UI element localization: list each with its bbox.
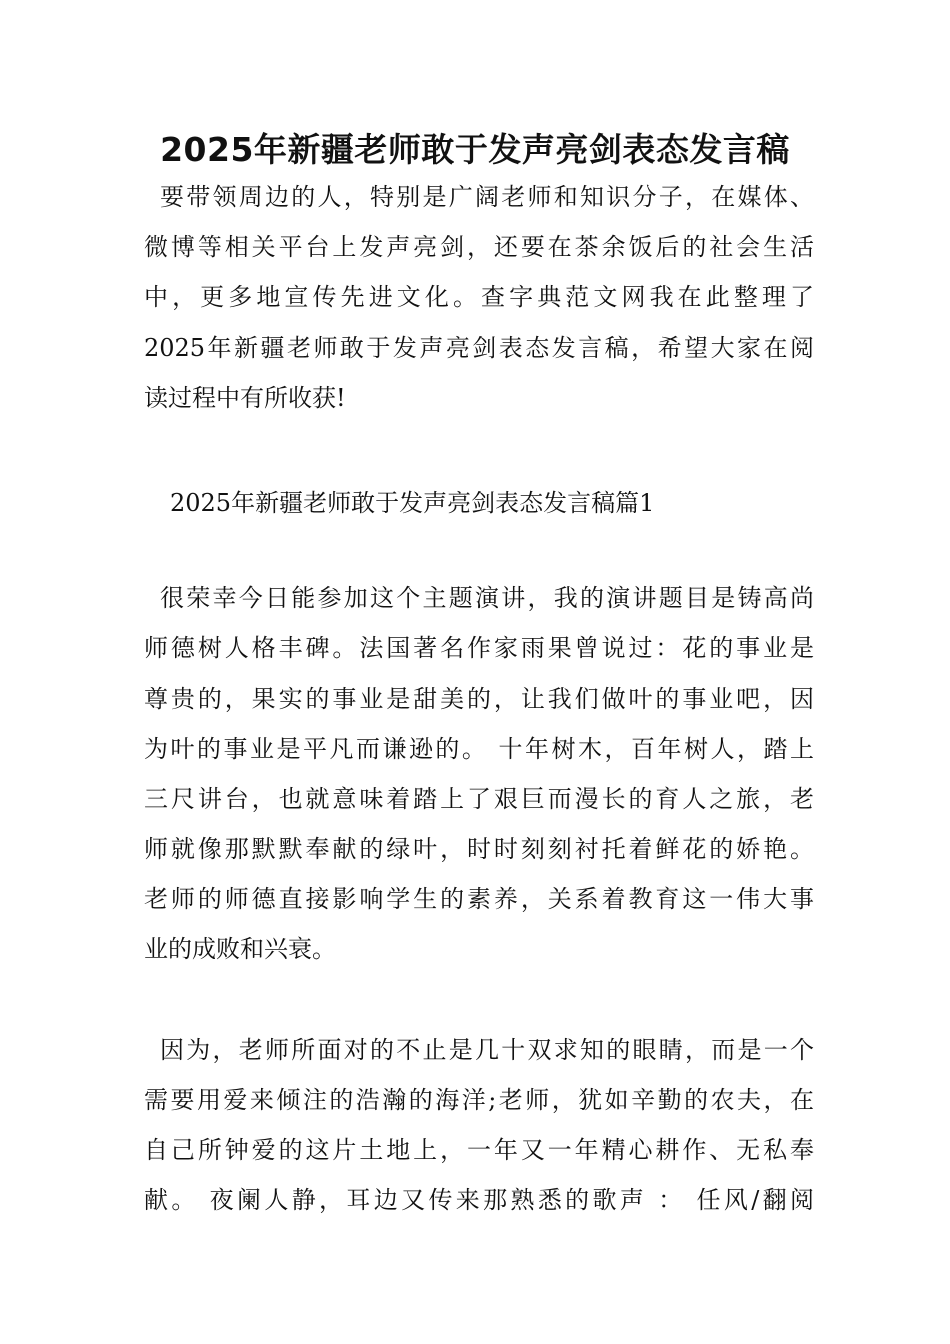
intro-line: 微博等相关平台上发声亮剑，还要在茶余饭后的社会生活 [144, 233, 814, 261]
paragraph-line: 为叶的事业是平凡而谦逊的。 十年树木，百年树人，踏上 [144, 735, 814, 763]
paragraph-line: 献。 夜阑人静，耳边又传来那熟悉的歌声 ： 任风/翻阅 [144, 1186, 814, 1214]
paragraph-line: 师德树人格丰碑。法国著名作家雨果曾说过：花的事业是 [144, 634, 814, 662]
document-title: 2025年新疆老师敢于发声亮剑表态发言稿 [160, 130, 790, 169]
paragraph-line: 很荣幸今日能参加这个主题演讲，我的演讲题目是铸高尚 [160, 584, 814, 612]
paragraph-line: 需要用爱来倾注的浩瀚的海洋;老师，犹如辛勤的农夫，在 [144, 1086, 814, 1114]
section-heading: 2025年新疆老师敢于发声亮剑表态发言稿篇1 [170, 489, 655, 517]
intro-line: 要带领周边的人，特别是广阔老师和知识分子，在媒体、 [160, 183, 814, 211]
intro-line: 中，更多地宣传先进文化。查字典范文网我在此整理了 [144, 283, 814, 311]
paragraph-line: 三尺讲台，也就意味着踏上了艰巨而漫长的育人之旅，老 [144, 785, 814, 813]
paragraph-line: 业的成败和兴衰。 [144, 935, 336, 963]
paragraph-line: 尊贵的，果实的事业是甜美的，让我们做叶的事业吧，因 [144, 685, 814, 713]
paragraph-line: 老师的师德直接影响学生的素养，关系着教育这一伟大事 [144, 885, 814, 913]
paragraph-line: 师就像那默默奉献的绿叶，时时刻刻衬托着鲜花的娇艳。 [144, 835, 814, 863]
intro-line: 读过程中有所收获! [144, 384, 346, 412]
intro-line: 2025年新疆老师敢于发声亮剑表态发言稿，希望大家在阅 [144, 334, 814, 362]
paragraph-line: 自己所钟爱的这片土地上，一年又一年精心耕作、无私奉 [144, 1136, 814, 1164]
paragraph-line: 因为，老师所面对的不止是几十双求知的眼睛，而是一个 [160, 1036, 814, 1064]
